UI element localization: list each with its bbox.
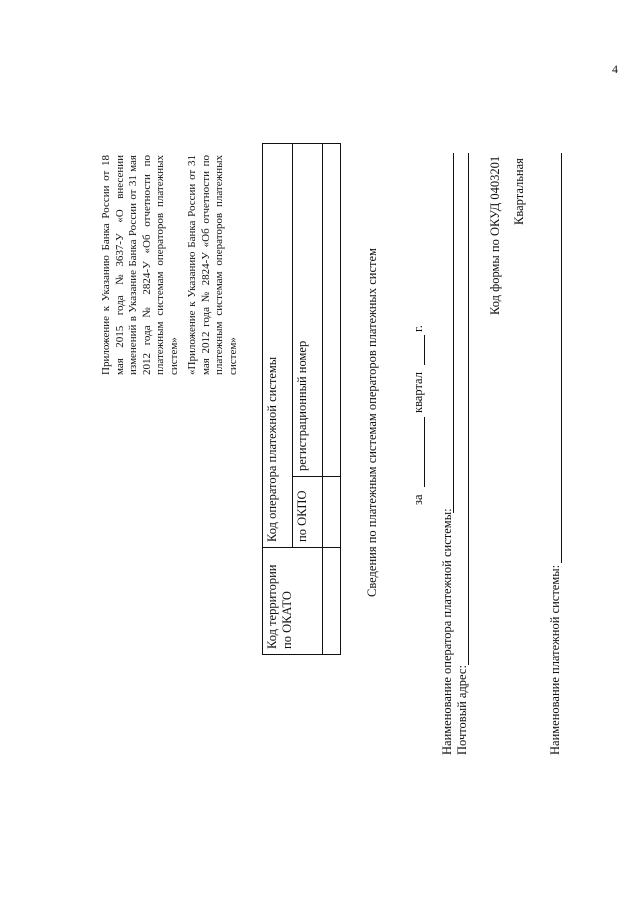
form-title: Сведения по платежным системам операторов платежных систем — [365, 248, 379, 597]
postal-address-label: Почтовый адрес: — [455, 665, 469, 755]
operator-code-header: Код оператора платежной системы — [263, 144, 293, 548]
original-appendix-note: «Приложение к Указанию Банка России от 31 мая 2012 года № 2824-У «Об отчетности по платежным системам операторов платежных систем» — [186, 155, 239, 375]
okpo-subheader: по ОКПО — [293, 477, 323, 548]
system-name-label: Наименование платежной системы: — [548, 564, 562, 755]
period-year-blank — [424, 335, 425, 365]
okud-code: Код формы по ОКУД 0403201 — [488, 155, 502, 315]
okato-header: Код территории по ОКАТО — [263, 548, 323, 655]
periodicity: Квартальная — [512, 158, 526, 225]
page-number: 4 — [612, 62, 618, 76]
reg-number-value — [323, 144, 341, 477]
code-table — [262, 143, 341, 655]
postal-address-blank — [468, 153, 469, 665]
okato-value — [323, 548, 341, 655]
okpo-value — [323, 477, 341, 548]
period-quarter-blank — [424, 417, 425, 487]
period-quarter: квартал — [411, 372, 425, 413]
operator-name-blank — [453, 153, 454, 513]
amendment-note: Приложение к Указанию Банка России от 18 мая 2015 года №3637-У «О внесении изменений в Указание Банка России от 31 мая 2012 года № 2824-У «Об отчетности по платежным системам операторов платежных систем» — [100, 155, 180, 375]
period-za: за — [411, 494, 425, 505]
system-name-blank — [561, 153, 562, 563]
reg-number-subheader: регистрационный номер — [293, 144, 323, 477]
period-year: г. — [411, 325, 425, 332]
operator-name-label: Наименование оператора платежной системы: — [440, 508, 454, 755]
